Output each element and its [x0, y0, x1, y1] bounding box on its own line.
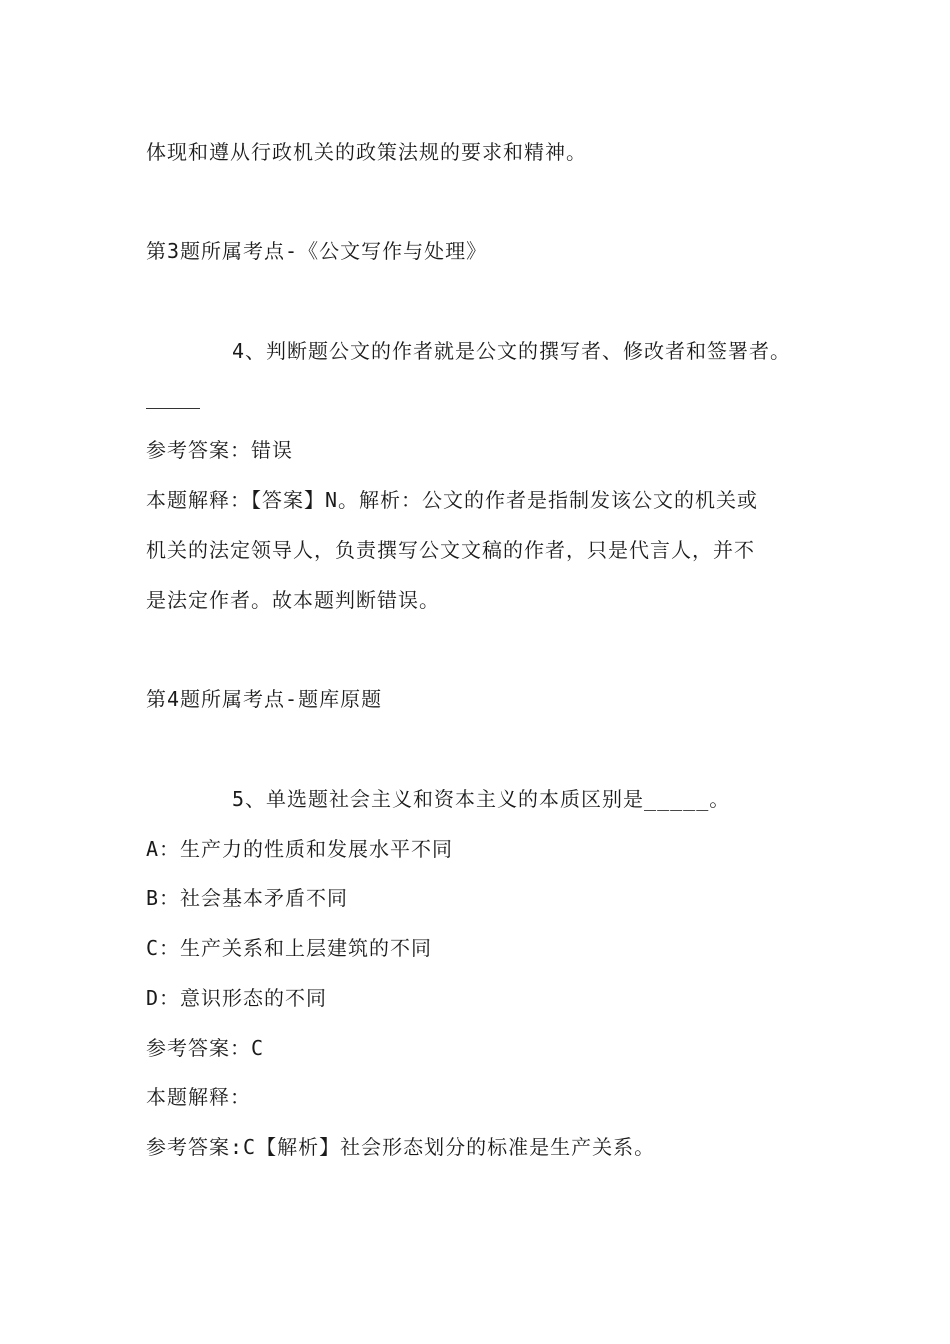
option-c: C：生产关系和上层建筑的不同	[146, 936, 433, 960]
option-b: B：社会基本矛盾不同	[146, 886, 349, 910]
question-4-explanation-line-1: 本题解释：【答案】N。解析：公文的作者是指制发该公文的机关或	[146, 488, 759, 512]
question-4-answer: 参考答案：错误	[146, 438, 293, 462]
question-4-stem: 4、判断题公文的作者就是公文的撰写者、修改者和签署者。	[232, 339, 792, 363]
paragraph-continuation: 体现和遵从行政机关的政策法规的要求和精神。	[146, 140, 587, 164]
question-3-topic: 第3题所属考点-《公文写作与处理》	[146, 239, 488, 263]
question-4-explanation-line-3: 是法定作者。故本题判断错误。	[146, 588, 440, 612]
answer-blank-line	[146, 408, 200, 409]
question-4-explanation-line-2: 机关的法定领导人，负责撰写公文文稿的作者，只是代言人，并不	[146, 538, 755, 562]
question-5-explanation: 参考答案:C【解析】社会形态划分的标准是生产关系。	[146, 1135, 656, 1159]
question-5-stem: 5、单选题社会主义和资本主义的本质区别是_____。	[232, 787, 731, 811]
question-4-topic: 第4题所属考点-题库原题	[146, 687, 383, 711]
question-5-explanation-label: 本题解释：	[146, 1085, 251, 1109]
question-5-answer: 参考答案：C	[146, 1036, 265, 1060]
option-d: D：意识形态的不同	[146, 986, 328, 1010]
option-a: A：生产力的性质和发展水平不同	[146, 837, 454, 861]
